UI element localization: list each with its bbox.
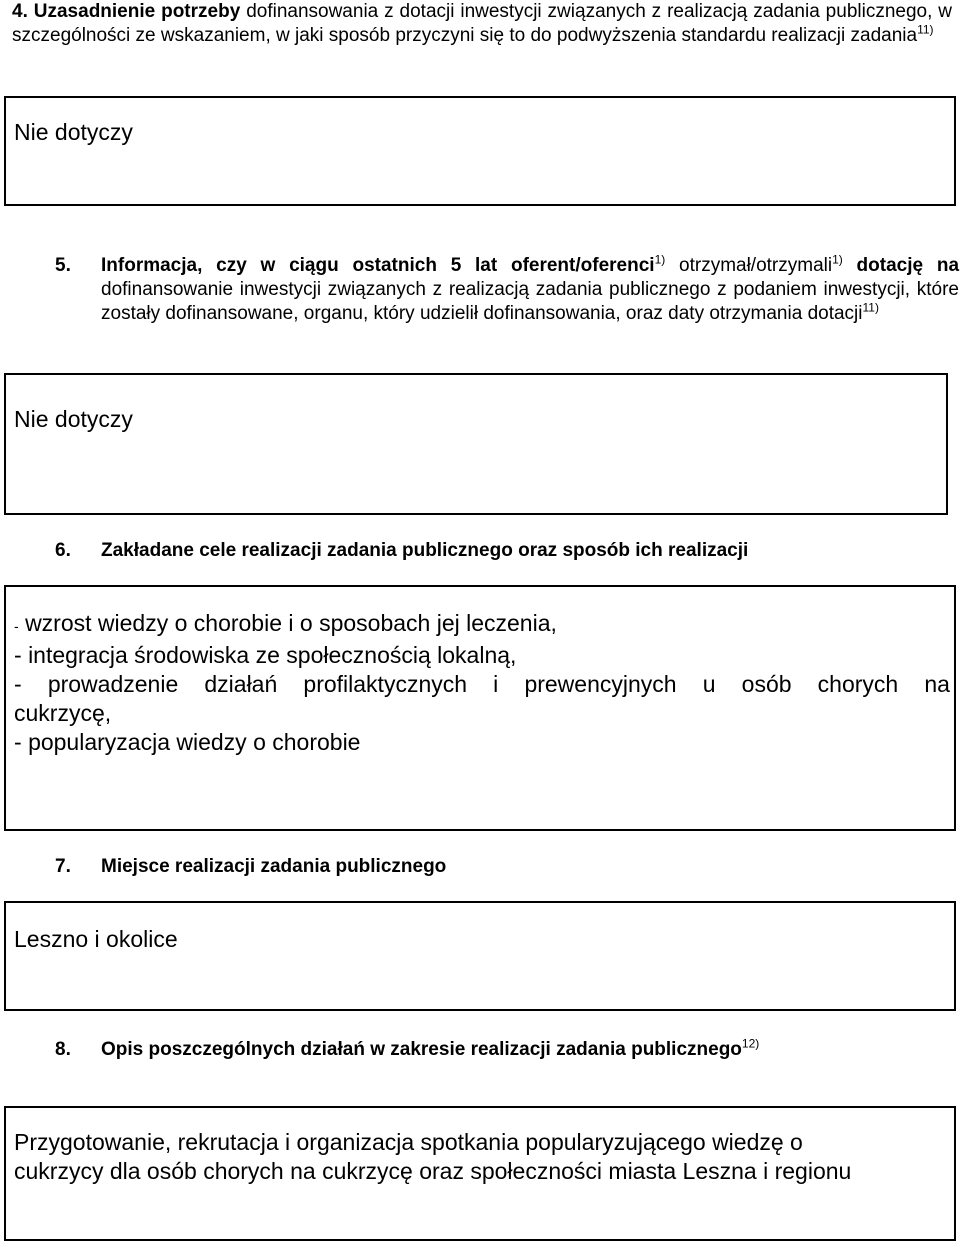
goal-word: osób xyxy=(741,671,792,697)
goal-item xyxy=(14,609,950,641)
goal-dash: - xyxy=(14,729,22,755)
goal-word: prewencyjnych xyxy=(524,671,677,697)
section-6-number: 6. xyxy=(55,540,71,561)
goal-dash: - xyxy=(14,642,22,668)
section-8-answer xyxy=(14,1128,950,1186)
goal-dash: - xyxy=(14,618,19,634)
section-6-goals-box[interactable] xyxy=(4,585,956,831)
goal-word: chorych xyxy=(817,671,899,697)
footnote-ref: 1) xyxy=(832,252,843,267)
goal-text: wzrost wiedzy o chorobie i o sposobach jej leczenia, xyxy=(25,610,557,636)
section-4-heading xyxy=(12,0,952,48)
section-4-text: dofinansowania z dotacji inwestycji związanych z realizacją zadania publicznego, w szczególności ze wskazaniem, w jaki sposób przyczyni się to do podwyższenia standardu realizacji zadania xyxy=(12,1,952,46)
section-4-number: 4. xyxy=(12,1,28,22)
section-8-title-text: Opis poszczególnych działań w zakresie realizacji zadania publicznego xyxy=(101,1039,742,1060)
footnote-ref: 11) xyxy=(917,22,934,37)
goal-dash: - xyxy=(14,671,22,697)
section-5-number: 5. xyxy=(55,255,71,276)
section-4-bold-title: Uzasadnienie potrzeby xyxy=(33,1,241,22)
section-7-title: Miejsce realizacji zadania publicznego xyxy=(101,856,447,877)
goal-item xyxy=(14,641,950,670)
goal-word: i xyxy=(493,671,499,697)
footnote-ref: 12) xyxy=(741,1036,760,1051)
section-5-plain-part-1: otrzymał/otrzymali xyxy=(679,255,833,276)
section-5-answer-box[interactable] xyxy=(4,373,948,515)
section-5-heading xyxy=(101,254,959,326)
goal-item xyxy=(14,728,950,757)
section-8-number: 8. xyxy=(55,1039,71,1060)
answer-line: cukrzycy dla osób chorych na cukrzycę oraz społeczności miasta Leszna i regionu xyxy=(14,1158,852,1184)
goal-word: na xyxy=(924,671,950,697)
section-5-bold-part-1: Informacja, czy w ciągu ostatnich 5 lat oferent/oferenci xyxy=(101,255,655,276)
section-8-answer-box[interactable] xyxy=(4,1106,956,1241)
goal-text: integracja środowiska ze społecznością lokalną, xyxy=(28,642,517,668)
section-5-bold-part-2: dotację na xyxy=(856,255,960,276)
goal-word: profilaktycznych xyxy=(303,671,468,697)
answer-line: Przygotowanie, rekrutacja i organizacja spotkania popularyzującego wiedzę o xyxy=(14,1129,803,1155)
section-6-title: Zakładane cele realizacji zadania publicznego oraz sposób ich realizacji xyxy=(101,540,749,561)
goal-word: prowadzenie xyxy=(47,671,179,697)
section-4-answer: Nie dotyczy xyxy=(14,119,133,145)
section-5-text: dofinansowanie inwestycji związanych z realizacją zadania publicznego z podaniem inwestycji, które zostały dofinansowane, organu, który udzielił dofinansowania, oraz daty otrzymania dotacji xyxy=(101,279,959,324)
section-5-answer: Nie dotyczy xyxy=(14,406,133,432)
goal-continuation: cukrzycę, xyxy=(14,700,112,726)
section-8-title xyxy=(101,1038,759,1062)
section-7-number: 7. xyxy=(55,856,71,877)
section-4-answer-box[interactable] xyxy=(4,96,956,206)
goals-list xyxy=(14,609,950,757)
section-7-answer-box[interactable] xyxy=(4,901,956,1011)
goal-word: działań xyxy=(204,671,278,697)
goal-text: popularyzacja wiedzy o chorobie xyxy=(28,729,361,755)
section-7-answer: Leszno i okolice xyxy=(14,926,178,952)
footnote-ref: 1) xyxy=(654,252,666,267)
goal-word: u xyxy=(702,671,716,697)
footnote-ref: 11) xyxy=(862,300,879,315)
goal-item-justified xyxy=(14,670,950,699)
